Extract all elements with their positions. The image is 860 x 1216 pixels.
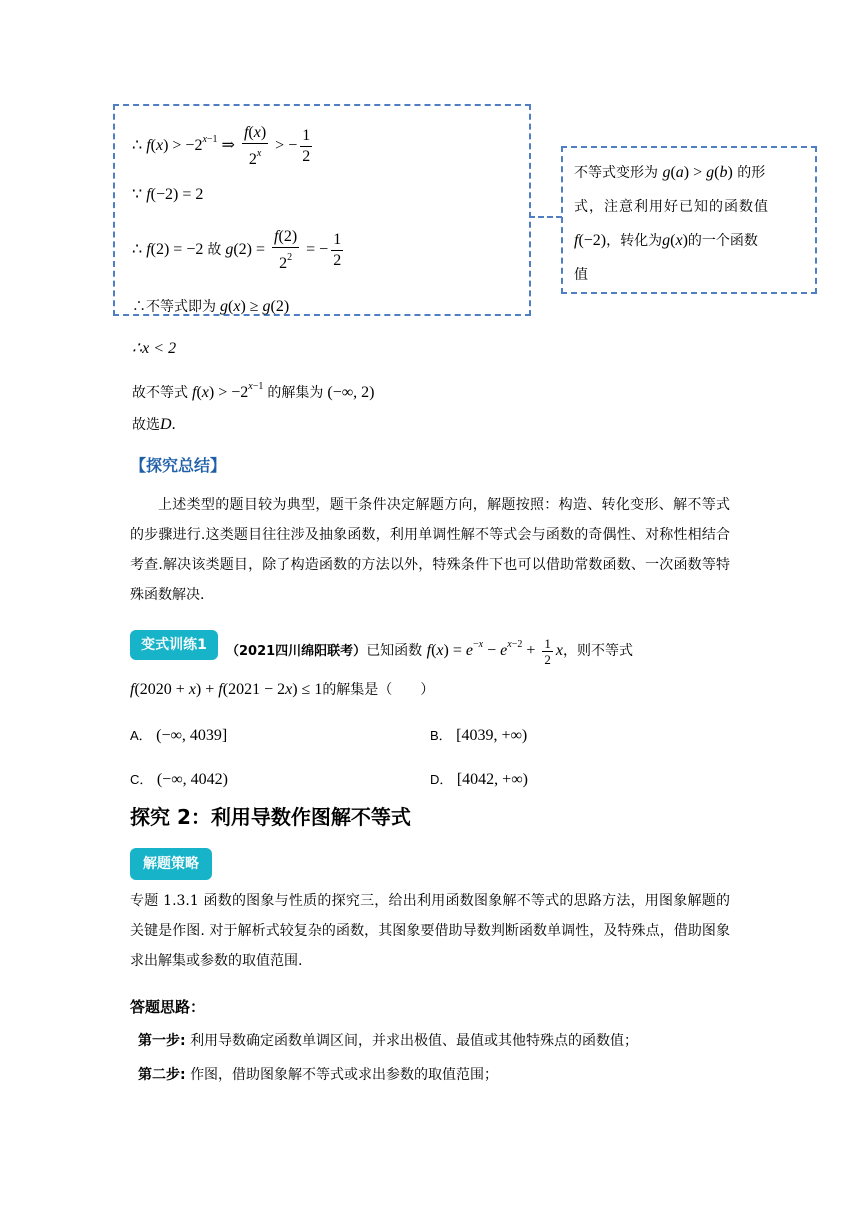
option-d[interactable] [430, 766, 528, 794]
derivation-line-4: ∴不等式即为 g(x) ≥ g(2) [132, 298, 290, 315]
option-d-label: D． [430, 772, 453, 787]
step-1-label: 第一步: [138, 1033, 186, 1049]
note-line3-suffix: ，转化为 [606, 233, 663, 249]
option-c[interactable] [130, 766, 228, 794]
step-1-text: 利用导数确定函数单调区间，并求出极值、最值或其他特殊点的函数值； [190, 1033, 639, 1049]
option-c-value: (−∞, 4042) [156, 771, 228, 788]
derivation-line-6: 故不等式 $f(x) > -2^{x-1}$ 的解集为 (−∞, 2) [132, 381, 375, 401]
exercise-text-suffix: ，则不等式 [562, 643, 633, 659]
step-1 [138, 1028, 638, 1054]
derivation-line-1: ∴ $f(x) > -2^{x-1}$ ⇒ $\frac{f(x)}{2^x}$ > − $\frac{1}{2}$ [132, 123, 311, 168]
option-b-value: [4039, +∞) [456, 727, 528, 744]
derivation-l4-text: ∴不等式即为 [132, 300, 216, 315]
strategy-badge: 解题策略 [130, 848, 212, 880]
exercise-text-prefix: 已知函数 [366, 643, 423, 659]
step-2-text: 作图，借助图象解不等式或求出参数的取值范围； [190, 1067, 499, 1083]
step-2 [138, 1062, 498, 1088]
because-symbol: ∵ [132, 186, 143, 203]
derivation-line-2: ∵ f(−2) = 2 [132, 186, 204, 203]
answer-heading: 答题思路： [130, 998, 206, 1016]
note-line3-tail: 的一个函数 [687, 233, 758, 249]
line7-text: 故选 [132, 418, 160, 433]
summary-paragraph: 上述类型的题目较为典型，题干条件决定解题方向，解题按照：构造、转化变形、解不等式的步骤进行.这类题目往往涉及抽象函数，利用单调性解不等式会与函数的奇偶性、对称性相结合考查.解决该类题目，除了构造函数的方法以外，特殊条件下也可以借助常数函数、一次函数等特殊函数解决. [130, 497, 730, 603]
option-b[interactable] [430, 722, 527, 750]
option-d-value: [4042, +∞) [456, 771, 528, 788]
note-line-4: 值 [574, 267, 588, 283]
exercise-line-1: （2021四川绵阳联考）已知函数 $f(x) = e^{-x} - e^{x-2}$ + $\frac{1}{2}$ x，则不等式 [226, 635, 633, 667]
exercise-line2-suffix: 的解集是（ ） [322, 682, 435, 698]
derivation-line-5: ∴x < 2 [132, 340, 177, 357]
exercise-source: （2021四川绵阳联考） [226, 644, 367, 659]
option-a[interactable] [130, 722, 227, 750]
note-line1-prefix: 不等式变形为 [574, 165, 658, 181]
line6-mid: 的解集为 [267, 386, 324, 401]
note-line-1: 不等式变形为 g(a) > g(b) 的形 [574, 164, 766, 181]
option-a-value: (−∞, 4039] [156, 727, 228, 744]
exercise-badge: 变式训练1 [130, 630, 218, 660]
note-line1-suffix: 的形 [737, 165, 766, 181]
line6-prefix: 故不等式 [132, 386, 188, 401]
exercise-line-2: f(2020 + x) + f(2021 − 2x) ≤ 1的解集是（ ） [130, 681, 435, 698]
box-connector [529, 216, 562, 218]
step-2-label: 第二步: [138, 1067, 186, 1083]
therefore-symbol-2: ∴ [132, 241, 143, 258]
therefore-symbol: ∴ [132, 137, 143, 154]
note-line-2: 式，注意利用好已知的函数值 [574, 199, 769, 215]
derivation-line-3: ∴ f(2) = −2 故 g(2) = $\frac{f(2)}{2^2}$ = − $\frac{1}{2}$ [132, 227, 342, 272]
option-a-label: A． [130, 728, 152, 743]
option-b-label: B． [430, 728, 452, 743]
section2-paragraph: 专题 1.3.1 函数的图象与性质的探究三，给出利用函数图象解不等式的思路方法，用图象解题的关键是作图. 对于解析式较复杂的函数，其图象要借助导数判断函数单调性，及特殊点，借助图象求出解集或参数的取值范围. [130, 893, 730, 969]
derivation-l3-text: 故 [207, 243, 222, 258]
section2-title: 探究 2：利用导数作图解不等式 [130, 805, 411, 829]
note-text [574, 156, 804, 292]
summary-heading: 【探究总结】 [130, 456, 227, 475]
note-line-3: f(−2)，转化为g(x)的一个函数 [574, 232, 758, 249]
option-c-label: C． [130, 772, 153, 787]
derivation-line-7: 故选D. [132, 416, 176, 433]
